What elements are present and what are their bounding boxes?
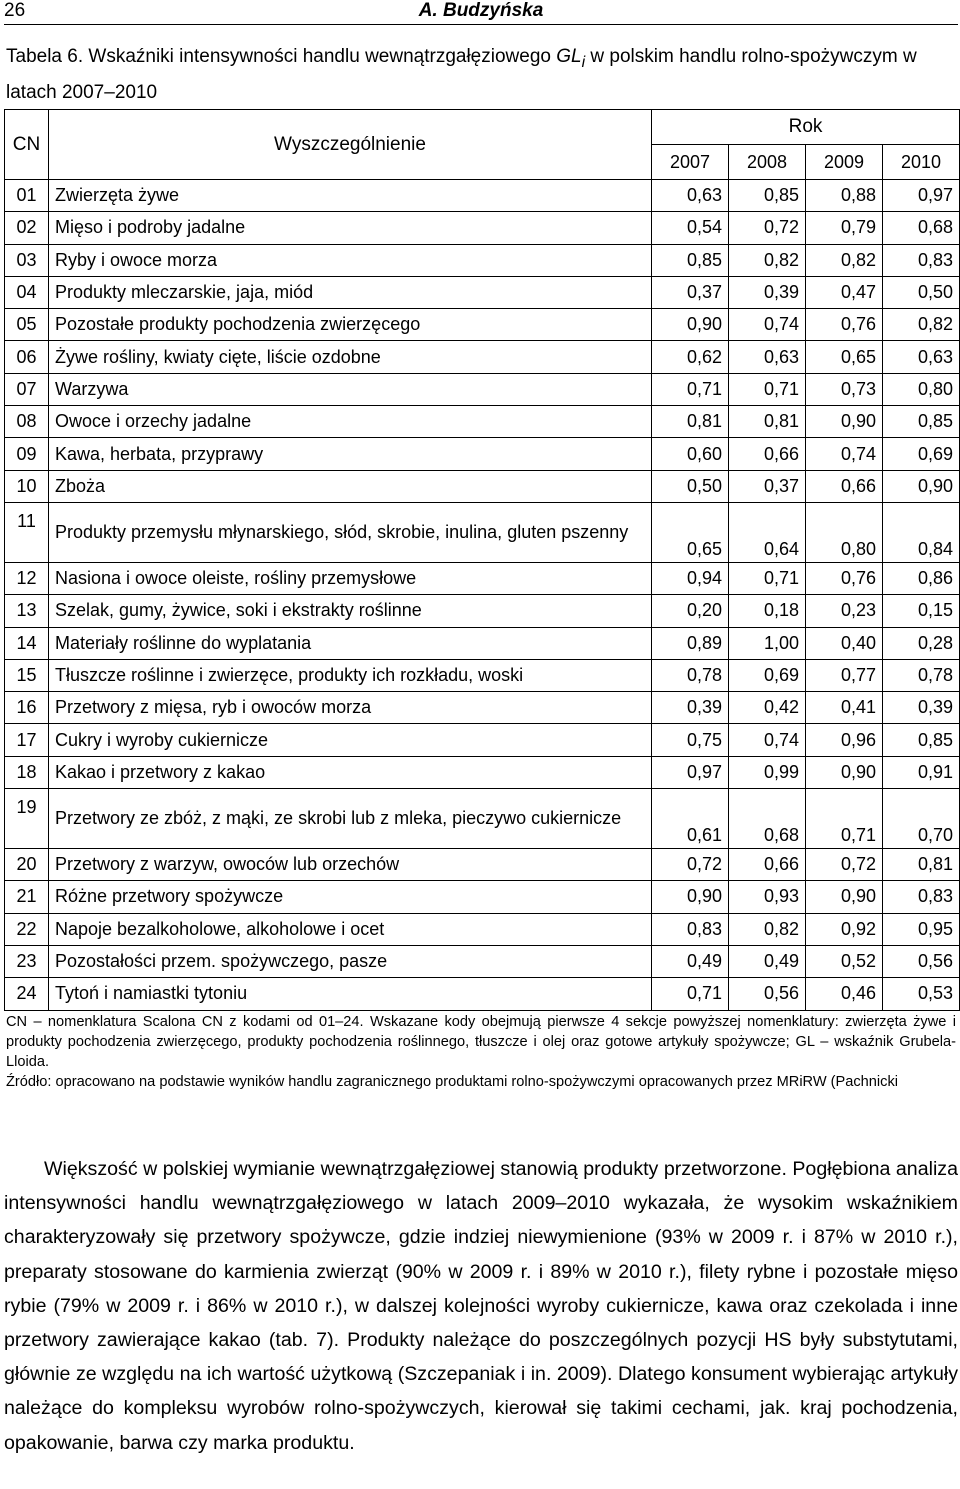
gl-value-cell: 0,74 (729, 724, 806, 756)
cn-code-cell: 02 (5, 212, 49, 244)
table-notes (6, 1012, 956, 1092)
product-name-cell: Zwierzęta żywe (49, 180, 652, 212)
cn-code-cell: 14 (5, 627, 49, 659)
table-row (5, 470, 960, 502)
col-header-year: 2008 (729, 145, 806, 180)
col-header-spec: Wyszczególnienie (49, 110, 652, 180)
col-header-year: 2010 (883, 145, 960, 180)
product-name-cell: Materiały roślinne do wyplatania (49, 627, 652, 659)
table-row (5, 756, 960, 788)
gl-value-cell: 0,54 (652, 212, 729, 244)
product-name-cell: Nasiona i owoce oleiste, rośliny przemysłowe (49, 562, 652, 594)
gl-value-cell: 0,66 (729, 849, 806, 881)
product-name-cell: Kawa, herbata, przyprawy (49, 438, 652, 470)
table-row (5, 180, 960, 212)
gl-value-cell: 0,92 (806, 913, 883, 945)
gl-value-cell: 0,71 (729, 373, 806, 405)
running-head-author: A. Budzyńska (418, 0, 544, 21)
col-header-year: 2007 (652, 145, 729, 180)
cn-code-cell: 06 (5, 341, 49, 373)
table-row (5, 659, 960, 691)
cn-code-cell: 01 (5, 180, 49, 212)
cn-code-cell: 21 (5, 881, 49, 913)
product-name-cell: Ryby i owoce morza (49, 244, 652, 276)
gl-value-cell: 0,20 (652, 595, 729, 627)
cn-code-cell: 18 (5, 756, 49, 788)
gl-value-cell: 0,81 (729, 406, 806, 438)
gl-value-cell: 0,63 (883, 341, 960, 373)
gl-value-cell: 0,40 (806, 627, 883, 659)
cn-code-cell: 11 (5, 502, 49, 562)
gl-value-cell: 0,41 (806, 692, 883, 724)
gl-value-cell: 0,90 (806, 406, 883, 438)
gl-value-cell: 0,15 (883, 595, 960, 627)
gl-value-cell: 0,39 (652, 692, 729, 724)
gl-value-cell: 0,66 (729, 438, 806, 470)
gl-value-cell: 0,74 (729, 309, 806, 341)
gl-value-cell: 0,71 (729, 562, 806, 594)
gl-value-cell: 0,39 (729, 276, 806, 308)
gl-value-cell: 0,39 (883, 692, 960, 724)
gl-value-cell: 0,49 (729, 945, 806, 977)
gl-value-cell: 0,50 (652, 470, 729, 502)
product-name-cell: Zboża (49, 470, 652, 502)
gl-value-cell: 0,75 (652, 724, 729, 756)
table-row (5, 881, 960, 913)
cn-code-cell: 04 (5, 276, 49, 308)
gl-value-cell: 0,97 (883, 180, 960, 212)
gl-value-cell: 0,93 (729, 881, 806, 913)
gl-value-cell: 0,63 (652, 180, 729, 212)
product-name-cell: Tłuszcze roślinne i zwierzęce, produkty ich rozkładu, woski (49, 659, 652, 691)
table-row (5, 276, 960, 308)
gl-value-cell: 0,76 (806, 562, 883, 594)
gl-value-cell: 0,88 (806, 180, 883, 212)
cn-code-cell: 12 (5, 562, 49, 594)
body-paragraph: Większość w polskiej wymianie wewnątrzgałęziowej stanowią produkty przetworzone. Pogłębiona analiza intensywności handlu wewnątrzgałęziowego w latach 2009–2010 wykazała, że wysokim wskaźnikiem charakteryzowały się przetwory spożywcze, gdzie indziej niewymienione (93% w 2009 r. i 87% w 2010 r.), preparaty stosowane do karmienia zwierząt (90% w 2009 r. i 89% w 2010 r.), filety rybne i pozostałe mięso rybie (79% w 2009 r. i 86% w 2010 r.), w dalszej kolejności wyroby cukiernicze, kawa oraz czekolada i inne przetwory zawierające kakao (tab. 7). Produkty należące do poszczególnych pozycji HS były substytutami, głównie ze względu na ich wartość użytkową (Szczepaniak i in. 2009). Dlatego konsument wybierając artykuły należące do kompleksu wyrobów rolno-spożywczych, kierował się takimi cechami, jak. kraj pochodzenia, opakowanie, barwa czy marka produktu. (4, 1158, 958, 1454)
body-text (4, 1152, 958, 1460)
table-row (5, 978, 960, 1010)
cn-code-cell: 23 (5, 945, 49, 977)
cn-code-cell: 24 (5, 978, 49, 1010)
gl-value-cell: 0,82 (806, 244, 883, 276)
gl-value-cell: 0,79 (806, 212, 883, 244)
table-row (5, 309, 960, 341)
notes-source: Źródło: opracowano na podstawie wyników handlu zagranicznego produktami rolno-spożywczymi opracowanych przez MRiRW (Pachnicki (6, 1074, 898, 1090)
gl-value-cell: 0,63 (729, 341, 806, 373)
gl-value-cell: 0,82 (729, 244, 806, 276)
table-row (5, 212, 960, 244)
gl-value-cell: 0,76 (806, 309, 883, 341)
gl-value-cell: 0,71 (652, 373, 729, 405)
gl-value-cell: 0,86 (883, 562, 960, 594)
cn-code-cell: 19 (5, 789, 49, 849)
table-row (5, 373, 960, 405)
table-row (5, 692, 960, 724)
gl-value-cell: 0,56 (883, 945, 960, 977)
gl-value-cell: 0,91 (883, 756, 960, 788)
table-row (5, 595, 960, 627)
gl-value-cell: 0,78 (883, 659, 960, 691)
gl-value-cell: 0,61 (652, 789, 729, 849)
gl-value-cell: 0,69 (729, 659, 806, 691)
gl-value-cell: 0,72 (652, 849, 729, 881)
caption-suffix: w polskim handlu rolno-spożywczym w latach 2007–2010 (6, 46, 917, 103)
col-header-year-group: Rok (652, 110, 960, 145)
caption-symbol: $GL_i$ (556, 46, 586, 71)
cn-code-cell: 22 (5, 913, 49, 945)
gl-value-cell: 0,83 (883, 244, 960, 276)
product-name-cell: Szelak, gumy, żywice, soki i ekstrakty roślinne (49, 595, 652, 627)
product-name-cell: Tytoń i namiastki tytoniu (49, 978, 652, 1010)
table-row (5, 438, 960, 470)
gl-value-cell: 0,69 (883, 438, 960, 470)
gl-value-cell: 0,53 (883, 978, 960, 1010)
table-caption (6, 42, 956, 108)
col-header-cn: CN (5, 110, 49, 180)
product-name-cell: Napoje bezalkoholowe, alkoholowe i ocet (49, 913, 652, 945)
col-header-year: 2009 (806, 145, 883, 180)
gl-value-cell: 0,99 (729, 756, 806, 788)
gl-value-cell: 0,90 (806, 756, 883, 788)
gl-value-cell: 0,73 (806, 373, 883, 405)
table-row (5, 913, 960, 945)
gl-value-cell: 0,68 (883, 212, 960, 244)
product-name-cell: Pozostałości przem. spożywczego, pasze (49, 945, 652, 977)
product-name-cell: Cukry i wyroby cukiernicze (49, 724, 652, 756)
table-row (5, 562, 960, 594)
product-name-cell: Pozostałe produkty pochodzenia zwierzęcego (49, 309, 652, 341)
cn-code-cell: 03 (5, 244, 49, 276)
gl-value-cell: 0,96 (806, 724, 883, 756)
gl-value-cell: 0,49 (652, 945, 729, 977)
gl-value-cell: 0,85 (883, 406, 960, 438)
table-row (5, 789, 960, 849)
gl-value-cell: 0,46 (806, 978, 883, 1010)
gl-value-cell: 0,85 (883, 724, 960, 756)
gl-value-cell: 0,66 (806, 470, 883, 502)
cn-code-cell: 05 (5, 309, 49, 341)
gl-value-cell: 0,52 (806, 945, 883, 977)
table-row (5, 724, 960, 756)
cn-code-cell: 15 (5, 659, 49, 691)
gl-value-cell: 0,90 (652, 881, 729, 913)
product-name-cell: Kakao i przetwory z kakao (49, 756, 652, 788)
gl-value-cell: 0,81 (883, 849, 960, 881)
gl-value-cell: 0,97 (652, 756, 729, 788)
cn-code-cell: 17 (5, 724, 49, 756)
product-name-cell: Mięso i podroby jadalne (49, 212, 652, 244)
cn-code-cell: 08 (5, 406, 49, 438)
product-name-cell: Owoce i orzechy jadalne (49, 406, 652, 438)
gl-value-cell: 0,80 (883, 373, 960, 405)
cn-code-cell: 07 (5, 373, 49, 405)
gl-value-cell: 0,90 (652, 309, 729, 341)
running-header (4, 0, 958, 25)
caption-subscript: i (581, 53, 586, 71)
gl-value-cell: 0,18 (729, 595, 806, 627)
table-row (5, 849, 960, 881)
product-name-cell: Przetwory z warzyw, owoców lub orzechów (49, 849, 652, 881)
gl-value-cell: 0,85 (729, 180, 806, 212)
gl-value-cell: 0,42 (729, 692, 806, 724)
gl-value-cell: 0,37 (729, 470, 806, 502)
cn-code-cell: 10 (5, 470, 49, 502)
gl-value-cell: 0,72 (806, 849, 883, 881)
gl-value-cell: 0,37 (652, 276, 729, 308)
gl-value-cell: 0,94 (652, 562, 729, 594)
gl-value-cell: 0,82 (729, 913, 806, 945)
caption-prefix: Tabela 6. Wskaźniki intensywności handlu wewnątrzgałęziowego (6, 46, 557, 67)
cn-code-cell: 16 (5, 692, 49, 724)
product-name-cell: Produkty mleczarskie, jaja, miód (49, 276, 652, 308)
gl-value-cell: 0,60 (652, 438, 729, 470)
gl-value-cell: 0,68 (729, 789, 806, 849)
gl-value-cell: 0,84 (883, 502, 960, 562)
gl-value-cell: 0,72 (729, 212, 806, 244)
table-row (5, 627, 960, 659)
product-name-cell: Przetwory ze zbóż, z mąki, ze skrobi lub z mleka, pieczywo cukiernicze (49, 789, 652, 849)
gl-value-cell: 0,50 (883, 276, 960, 308)
gl-value-cell: 0,80 (806, 502, 883, 562)
gl-value-cell: 1,00 (729, 627, 806, 659)
gl-value-cell: 0,90 (806, 881, 883, 913)
product-name-cell: Warzywa (49, 373, 652, 405)
gl-value-cell: 0,47 (806, 276, 883, 308)
gl-value-cell: 0,74 (806, 438, 883, 470)
page-number: 26 (4, 0, 26, 21)
gl-value-cell: 0,65 (806, 341, 883, 373)
gl-value-cell: 0,56 (729, 978, 806, 1010)
gl-value-cell: 0,90 (883, 470, 960, 502)
gl-value-cell: 0,71 (806, 789, 883, 849)
gl-value-cell: 0,83 (652, 913, 729, 945)
cn-code-cell: 13 (5, 595, 49, 627)
gl-value-cell: 0,78 (652, 659, 729, 691)
table-row (5, 502, 960, 562)
gl-value-cell: 0,62 (652, 341, 729, 373)
cn-code-cell: 09 (5, 438, 49, 470)
product-name-cell: Żywe rośliny, kwiaty cięte, liście ozdobne (49, 341, 652, 373)
gl-value-cell: 0,81 (652, 406, 729, 438)
table-row (5, 406, 960, 438)
table-head (5, 110, 960, 180)
product-name-cell: Przetwory z mięsa, ryb i owoców morza (49, 692, 652, 724)
gl-value-cell: 0,70 (883, 789, 960, 849)
notes-legend: CN – nomenklatura Scalona CN z kodami od 01–24. Wskazane kody obejmują pierwsze 4 sekcje powyższej nomenklatury: zwierzęta żywe i produkty pochodzenia zwierzęcego, produkty pochodzenia roślinnego, tłuszcze i olej oraz gotowe artykuły spożywcze; GL – wskaźnik Grubela-Lloida. (6, 1014, 956, 1070)
table-row (5, 341, 960, 373)
product-name-cell: Produkty przemysłu młynarskiego, słód, skrobie, inulina, gluten pszenny (49, 502, 652, 562)
gl-value-cell: 0,77 (806, 659, 883, 691)
gl-value-cell: 0,28 (883, 627, 960, 659)
gl-value-cell: 0,71 (652, 978, 729, 1010)
gl-value-cell: 0,82 (883, 309, 960, 341)
product-name-cell: Różne przetwory spożywcze (49, 881, 652, 913)
gl-value-cell: 0,65 (652, 502, 729, 562)
gl-value-cell: 0,23 (806, 595, 883, 627)
table-body (5, 180, 960, 1011)
cn-code-cell: 20 (5, 849, 49, 881)
gl-value-cell: 0,64 (729, 502, 806, 562)
gl-value-cell: 0,85 (652, 244, 729, 276)
table-row (5, 945, 960, 977)
gl-value-cell: 0,95 (883, 913, 960, 945)
gl-value-cell: 0,83 (883, 881, 960, 913)
gl-index-table (4, 109, 960, 1011)
gl-value-cell: 0,89 (652, 627, 729, 659)
table-row (5, 244, 960, 276)
